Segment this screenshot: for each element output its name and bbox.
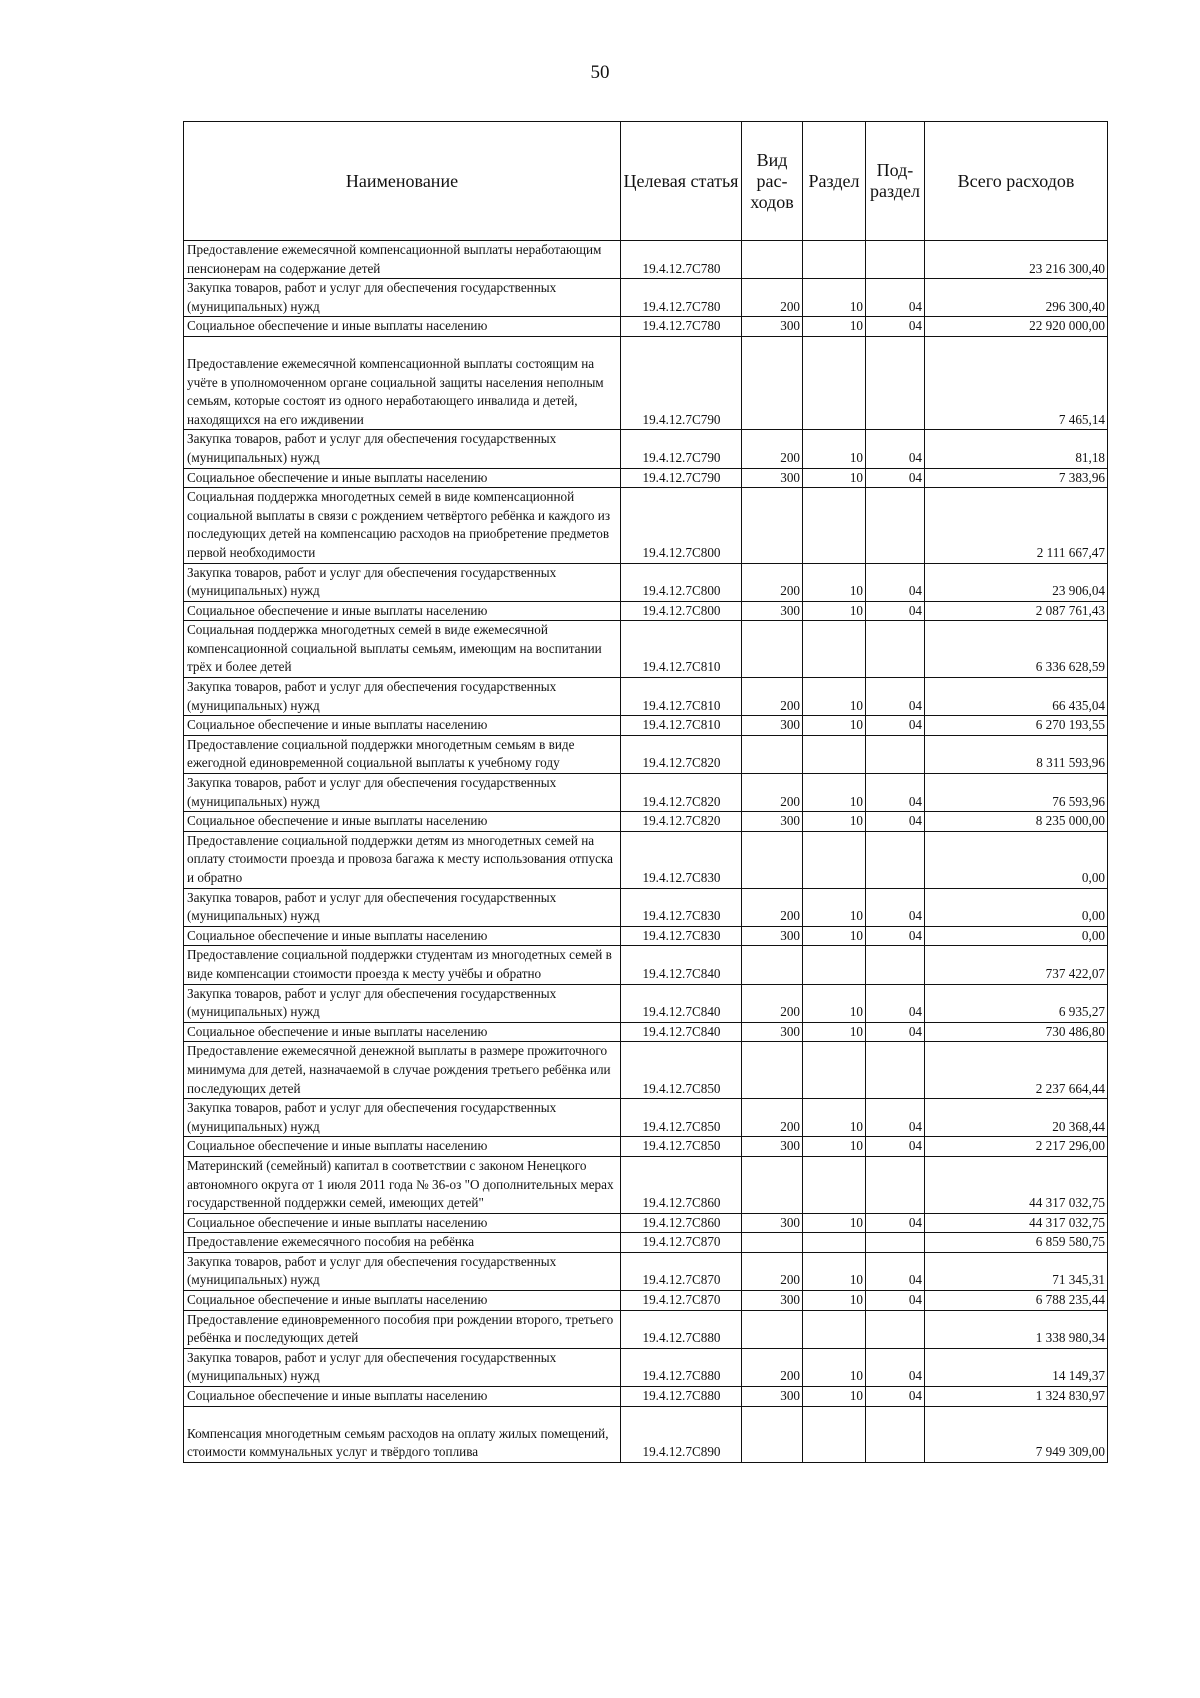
- row-subsection: 04: [866, 1099, 925, 1137]
- row-subsection: 04: [866, 812, 925, 832]
- row-subsection: 04: [866, 279, 925, 317]
- row-subsection: [866, 1406, 925, 1462]
- table-row: [184, 1406, 1108, 1462]
- row-section: [803, 831, 866, 888]
- row-subsection: [866, 1042, 925, 1099]
- row-section: 10: [803, 430, 866, 468]
- row-name: Предоставление ежемесячной компенсационной выплаты неработающим пенсионерам на содержание детей: [184, 241, 621, 279]
- row-total: 8 235 000,00: [925, 812, 1108, 832]
- row-total: 0,00: [925, 926, 1108, 946]
- table-row: [184, 317, 1108, 337]
- row-name: Компенсация многодетным семьям расходов на оплату жилых помещений, стоимости коммунальных услуг и твёрдого топлива: [184, 1406, 621, 1462]
- table-row: [184, 1137, 1108, 1157]
- row-section: 10: [803, 563, 866, 601]
- header-subsection: Под-раздел: [866, 122, 925, 241]
- row-name: Закупка товаров, работ и услуг для обеспечения государственных (муниципальных) нужд: [184, 1348, 621, 1386]
- row-expense-type: [742, 241, 803, 279]
- row-total: 81,18: [925, 430, 1108, 468]
- row-expense-type: 300: [742, 1213, 803, 1233]
- row-subsection: 04: [866, 1213, 925, 1233]
- row-subsection: 04: [866, 1137, 925, 1157]
- row-subsection: [866, 831, 925, 888]
- row-target-article: 19.4.12.7С830: [621, 926, 742, 946]
- row-section: 10: [803, 926, 866, 946]
- row-total: 7 383,96: [925, 468, 1108, 488]
- row-section: [803, 1406, 866, 1462]
- header-name: Наименование: [184, 122, 621, 241]
- row-total: 296 300,40: [925, 279, 1108, 317]
- row-section: 10: [803, 1252, 866, 1290]
- row-target-article: 19.4.12.7С810: [621, 678, 742, 716]
- row-section: 10: [803, 468, 866, 488]
- row-name: Социальное обеспечение и иные выплаты населению: [184, 601, 621, 621]
- table-row: [184, 1387, 1108, 1407]
- row-name: Закупка товаров, работ и услуг для обеспечения государственных (муниципальных) нужд: [184, 678, 621, 716]
- row-target-article: 19.4.12.7С850: [621, 1099, 742, 1137]
- row-subsection: 04: [866, 601, 925, 621]
- row-expense-type: 300: [742, 1022, 803, 1042]
- table-row: [184, 621, 1108, 678]
- row-name: Предоставление единовременного пособия при рождении второго, третьего ребёнка и последующих детей: [184, 1310, 621, 1348]
- row-section: 10: [803, 1387, 866, 1407]
- row-target-article: 19.4.12.7С880: [621, 1310, 742, 1348]
- row-subsection: 04: [866, 984, 925, 1022]
- row-total: 2 217 296,00: [925, 1137, 1108, 1157]
- row-name: Социальное обеспечение и иные выплаты населению: [184, 926, 621, 946]
- row-total: 6 336 628,59: [925, 621, 1108, 678]
- table-row: [184, 563, 1108, 601]
- row-section: [803, 621, 866, 678]
- row-subsection: [866, 946, 925, 984]
- row-target-article: 19.4.12.7С890: [621, 1406, 742, 1462]
- row-expense-type: 200: [742, 774, 803, 812]
- row-expense-type: 300: [742, 1291, 803, 1311]
- table-body: [184, 241, 1108, 1463]
- row-expense-type: 200: [742, 430, 803, 468]
- row-section: 10: [803, 888, 866, 926]
- row-name: Социальное обеспечение и иные выплаты населению: [184, 716, 621, 736]
- row-total: 66 435,04: [925, 678, 1108, 716]
- row-expense-type: [742, 735, 803, 773]
- row-target-article: 19.4.12.7С830: [621, 831, 742, 888]
- row-expense-type: 200: [742, 984, 803, 1022]
- row-total: 44 317 032,75: [925, 1156, 1108, 1213]
- row-subsection: 04: [866, 430, 925, 468]
- row-total: 7 949 309,00: [925, 1406, 1108, 1462]
- row-subsection: [866, 1310, 925, 1348]
- row-expense-type: [742, 1233, 803, 1253]
- row-name: Закупка товаров, работ и услуг для обеспечения государственных (муниципальных) нужд: [184, 430, 621, 468]
- table-row: [184, 279, 1108, 317]
- row-target-article: 19.4.12.7С790: [621, 468, 742, 488]
- row-expense-type: 300: [742, 601, 803, 621]
- row-section: 10: [803, 812, 866, 832]
- table-row: [184, 1348, 1108, 1386]
- table-row: [184, 601, 1108, 621]
- row-section: 10: [803, 1291, 866, 1311]
- row-subsection: 04: [866, 1348, 925, 1386]
- row-expense-type: [742, 1310, 803, 1348]
- table-row: [184, 812, 1108, 832]
- row-total: 23 216 300,40: [925, 241, 1108, 279]
- row-section: [803, 336, 866, 429]
- table-row: [184, 336, 1108, 429]
- row-total: 20 368,44: [925, 1099, 1108, 1137]
- row-total: 1 324 830,97: [925, 1387, 1108, 1407]
- row-section: [803, 1310, 866, 1348]
- row-total: 0,00: [925, 888, 1108, 926]
- row-subsection: 04: [866, 1252, 925, 1290]
- table-row: [184, 831, 1108, 888]
- table-row: [184, 1291, 1108, 1311]
- row-name: Предоставление ежемесячной денежной выплаты в размере прожиточного минимума для детей, назначаемой в случае рождения третьего ребёнка или последующих детей: [184, 1042, 621, 1099]
- table-row: [184, 1022, 1108, 1042]
- row-name: Социальное обеспечение и иные выплаты населению: [184, 468, 621, 488]
- row-expense-type: 200: [742, 279, 803, 317]
- table-row: [184, 774, 1108, 812]
- row-name: Закупка товаров, работ и услуг для обеспечения государственных (муниципальных) нужд: [184, 279, 621, 317]
- row-total: 44 317 032,75: [925, 1213, 1108, 1233]
- row-section: 10: [803, 1022, 866, 1042]
- row-total: 6 935,27: [925, 984, 1108, 1022]
- row-name: Предоставление ежемесячной компенсационной выплаты состоящим на учёте в уполномоченном органе социальной защиты населения неполным семьям, которые состоят из одного неработающего инвалида и детей, находящихся на его иждивении: [184, 336, 621, 429]
- table-row: [184, 716, 1108, 736]
- row-section: [803, 946, 866, 984]
- row-section: 10: [803, 601, 866, 621]
- row-target-article: 19.4.12.7С800: [621, 563, 742, 601]
- row-total: 2 087 761,43: [925, 601, 1108, 621]
- row-section: 10: [803, 279, 866, 317]
- row-expense-type: [742, 621, 803, 678]
- row-name: Предоставление ежемесячного пособия на ребёнка: [184, 1233, 621, 1253]
- row-subsection: 04: [866, 1387, 925, 1407]
- row-target-article: 19.4.12.7С780: [621, 317, 742, 337]
- table-row: [184, 468, 1108, 488]
- row-subsection: 04: [866, 317, 925, 337]
- row-target-article: 19.4.12.7С850: [621, 1137, 742, 1157]
- row-name: Социальное обеспечение и иные выплаты населению: [184, 1137, 621, 1157]
- row-expense-type: 300: [742, 926, 803, 946]
- table-header-row: [184, 122, 1108, 241]
- row-target-article: 19.4.12.7С810: [621, 621, 742, 678]
- row-subsection: 04: [866, 678, 925, 716]
- row-total: 7 465,14: [925, 336, 1108, 429]
- row-subsection: 04: [866, 563, 925, 601]
- table-row: [184, 1310, 1108, 1348]
- row-expense-type: 200: [742, 1099, 803, 1137]
- row-name: Материнский (семейный) капитал в соответствии с законом Ненецкого автономного округа от 1 июля 2011 года № 36-оз "О дополнительных мерах государственной поддержки семей, имеющих детей": [184, 1156, 621, 1213]
- table-row: [184, 488, 1108, 563]
- row-name: Социальное обеспечение и иные выплаты населению: [184, 1213, 621, 1233]
- table-row: [184, 430, 1108, 468]
- row-target-article: 19.4.12.7С810: [621, 716, 742, 736]
- row-expense-type: 300: [742, 812, 803, 832]
- row-total: 6 859 580,75: [925, 1233, 1108, 1253]
- table-row: [184, 1042, 1108, 1099]
- row-section: 10: [803, 317, 866, 337]
- row-target-article: 19.4.12.7С880: [621, 1348, 742, 1386]
- row-subsection: 04: [866, 926, 925, 946]
- row-target-article: 19.4.12.7С870: [621, 1233, 742, 1253]
- header-total: Всего расходов: [925, 122, 1108, 241]
- row-expense-type: [742, 1042, 803, 1099]
- page-number: 50: [590, 62, 610, 83]
- row-target-article: 19.4.12.7С780: [621, 279, 742, 317]
- row-expense-type: [742, 1156, 803, 1213]
- row-target-article: 19.4.12.7С800: [621, 601, 742, 621]
- table-row: [184, 926, 1108, 946]
- row-target-article: 19.4.12.7С820: [621, 812, 742, 832]
- row-expense-type: 300: [742, 317, 803, 337]
- row-expense-type: 300: [742, 468, 803, 488]
- row-name: Социальное обеспечение и иные выплаты населению: [184, 1387, 621, 1407]
- row-total: 22 920 000,00: [925, 317, 1108, 337]
- row-section: 10: [803, 1099, 866, 1137]
- row-name: Социальная поддержка многодетных семей в виде компенсационной социальной выплаты в связи с рождением четвёртого ребёнка и каждого из последующих детей на компенсацию расходов на приобретение предметов первой необходимости: [184, 488, 621, 563]
- table-row: [184, 1233, 1108, 1253]
- row-name: Закупка товаров, работ и услуг для обеспечения государственных (муниципальных) нужд: [184, 1099, 621, 1137]
- row-subsection: [866, 621, 925, 678]
- row-target-article: 19.4.12.7С880: [621, 1387, 742, 1407]
- row-section: 10: [803, 774, 866, 812]
- row-target-article: 19.4.12.7С830: [621, 888, 742, 926]
- row-section: 10: [803, 984, 866, 1022]
- row-name: Предоставление социальной поддержки детям из многодетных семей на оплату стоимости проезда и провоза багажа к месту использования отпуска и обратно: [184, 831, 621, 888]
- row-section: 10: [803, 1137, 866, 1157]
- row-subsection: 04: [866, 774, 925, 812]
- row-expense-type: 200: [742, 678, 803, 716]
- row-target-article: 19.4.12.7С800: [621, 488, 742, 563]
- row-target-article: 19.4.12.7С840: [621, 1022, 742, 1042]
- row-total: 730 486,80: [925, 1022, 1108, 1042]
- row-section: 10: [803, 678, 866, 716]
- row-name: Закупка товаров, работ и услуг для обеспечения государственных (муниципальных) нужд: [184, 563, 621, 601]
- row-target-article: 19.4.12.7С860: [621, 1213, 742, 1233]
- row-subsection: 04: [866, 716, 925, 736]
- row-section: [803, 735, 866, 773]
- row-expense-type: 200: [742, 563, 803, 601]
- row-target-article: 19.4.12.7С780: [621, 241, 742, 279]
- row-total: 6 270 193,55: [925, 716, 1108, 736]
- row-target-article: 19.4.12.7С790: [621, 336, 742, 429]
- row-name: Предоставление социальной поддержки многодетным семьям в виде ежегодной единовременной социальной выплаты к учебному году: [184, 735, 621, 773]
- header-section: Раздел: [803, 122, 866, 241]
- header-expense-type: Вид рас-ходов: [742, 122, 803, 241]
- row-subsection: [866, 488, 925, 563]
- row-name: Социальное обеспечение и иные выплаты населению: [184, 317, 621, 337]
- row-target-article: 19.4.12.7С820: [621, 774, 742, 812]
- table-row: [184, 1213, 1108, 1233]
- row-target-article: 19.4.12.7С870: [621, 1252, 742, 1290]
- row-target-article: 19.4.12.7С860: [621, 1156, 742, 1213]
- row-name: Социальное обеспечение и иные выплаты населению: [184, 1022, 621, 1042]
- row-subsection: [866, 735, 925, 773]
- row-total: 1 338 980,34: [925, 1310, 1108, 1348]
- table-row: [184, 241, 1108, 279]
- budget-table: [183, 121, 1108, 1463]
- row-subsection: [866, 1156, 925, 1213]
- row-expense-type: [742, 336, 803, 429]
- row-subsection: [866, 241, 925, 279]
- row-total: 76 593,96: [925, 774, 1108, 812]
- row-name: Социальная поддержка многодетных семей в виде ежемесячной компенсационной социальной выплаты семьям, имеющим на воспитании трёх и более детей: [184, 621, 621, 678]
- row-total: 2 237 664,44: [925, 1042, 1108, 1099]
- row-section: [803, 488, 866, 563]
- table-row: [184, 678, 1108, 716]
- row-total: 0,00: [925, 831, 1108, 888]
- row-expense-type: 200: [742, 1348, 803, 1386]
- row-expense-type: [742, 831, 803, 888]
- row-expense-type: 300: [742, 1387, 803, 1407]
- row-target-article: 19.4.12.7С870: [621, 1291, 742, 1311]
- table-row: [184, 735, 1108, 773]
- row-section: [803, 1042, 866, 1099]
- table-row: [184, 984, 1108, 1022]
- row-name: Социальное обеспечение и иные выплаты населению: [184, 1291, 621, 1311]
- row-target-article: 19.4.12.7С790: [621, 430, 742, 468]
- header-target-article: Целевая статья: [621, 122, 742, 241]
- row-expense-type: 200: [742, 1252, 803, 1290]
- row-total: 6 788 235,44: [925, 1291, 1108, 1311]
- row-name: Предоставление социальной поддержки студентам из многодетных семей в виде компенсации стоимости проезда к месту учёбы и обратно: [184, 946, 621, 984]
- row-target-article: 19.4.12.7С840: [621, 984, 742, 1022]
- row-subsection: 04: [866, 1291, 925, 1311]
- row-total: 2 111 667,47: [925, 488, 1108, 563]
- table-row: [184, 1099, 1108, 1137]
- row-subsection: 04: [866, 468, 925, 488]
- row-total: 23 906,04: [925, 563, 1108, 601]
- row-expense-type: 300: [742, 716, 803, 736]
- row-subsection: 04: [866, 1022, 925, 1042]
- table-row: [184, 1156, 1108, 1213]
- row-name: Закупка товаров, работ и услуг для обеспечения государственных (муниципальных) нужд: [184, 1252, 621, 1290]
- row-subsection: 04: [866, 888, 925, 926]
- row-subsection: [866, 336, 925, 429]
- row-expense-type: [742, 946, 803, 984]
- row-section: 10: [803, 1213, 866, 1233]
- table-row: [184, 946, 1108, 984]
- row-name: Закупка товаров, работ и услуг для обеспечения государственных (муниципальных) нужд: [184, 888, 621, 926]
- row-section: 10: [803, 1348, 866, 1386]
- row-subsection: [866, 1233, 925, 1253]
- table-row: [184, 888, 1108, 926]
- row-target-article: 19.4.12.7С820: [621, 735, 742, 773]
- row-section: 10: [803, 716, 866, 736]
- row-total: 8 311 593,96: [925, 735, 1108, 773]
- row-name: Закупка товаров, работ и услуг для обеспечения государственных (муниципальных) нужд: [184, 984, 621, 1022]
- row-target-article: 19.4.12.7С850: [621, 1042, 742, 1099]
- row-expense-type: 300: [742, 1137, 803, 1157]
- row-expense-type: [742, 488, 803, 563]
- row-section: [803, 241, 866, 279]
- row-total: 71 345,31: [925, 1252, 1108, 1290]
- row-total: 737 422,07: [925, 946, 1108, 984]
- row-total: 14 149,37: [925, 1348, 1108, 1386]
- table-row: [184, 1252, 1108, 1290]
- row-expense-type: 200: [742, 888, 803, 926]
- row-expense-type: [742, 1406, 803, 1462]
- row-name: Социальное обеспечение и иные выплаты населению: [184, 812, 621, 832]
- row-section: [803, 1156, 866, 1213]
- row-target-article: 19.4.12.7С840: [621, 946, 742, 984]
- row-name: Закупка товаров, работ и услуг для обеспечения государственных (муниципальных) нужд: [184, 774, 621, 812]
- row-section: [803, 1233, 866, 1253]
